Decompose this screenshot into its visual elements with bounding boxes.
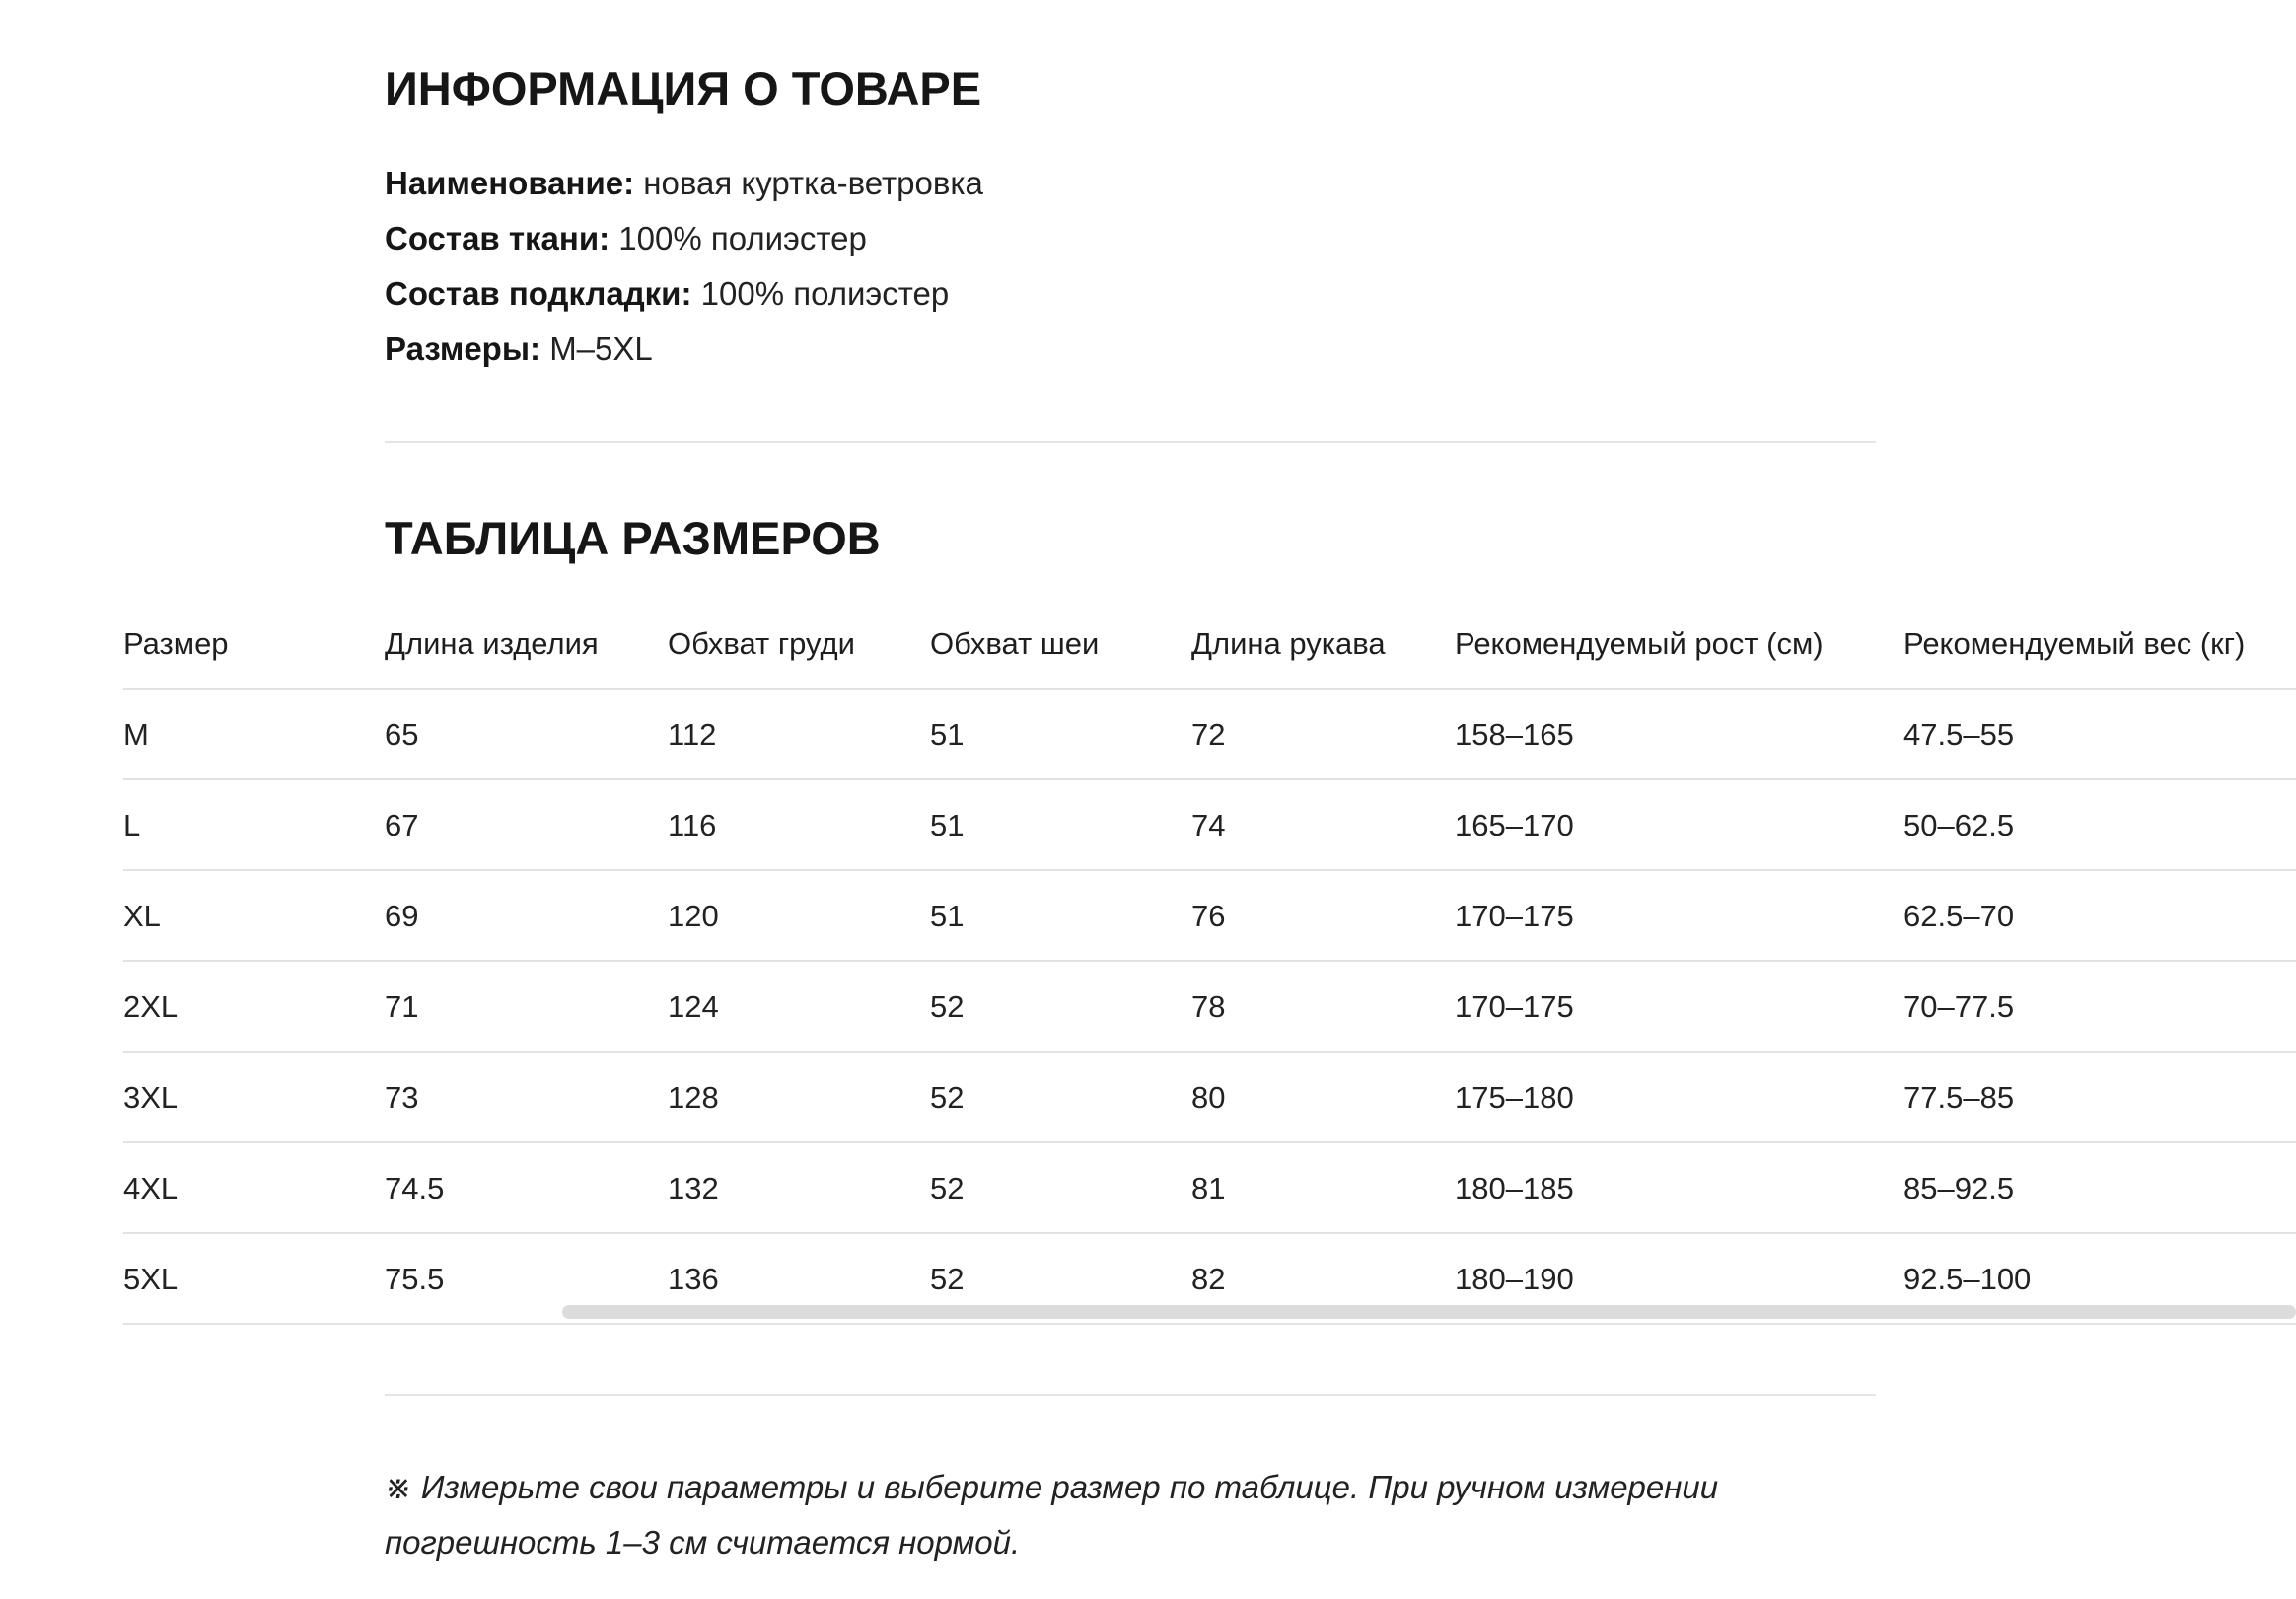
table-cell: 170–175 — [1455, 989, 1574, 1024]
table-cell: 2XL — [123, 989, 179, 1024]
table-header-row — [123, 599, 2296, 690]
table-cell: 4XL — [123, 1171, 179, 1205]
table-cell: 175–180 — [1455, 1080, 1574, 1115]
info-item-lining-label: Состав подкладки: — [385, 275, 692, 312]
table-cell: 51 — [930, 899, 965, 933]
table-cell: 5XL — [123, 1262, 179, 1296]
table-cell: 78 — [1191, 989, 1226, 1024]
table-cell: 132 — [668, 1171, 719, 1205]
table-row — [123, 690, 2296, 780]
size-table — [123, 599, 2296, 1335]
table-cell: 3XL — [123, 1080, 179, 1115]
table-cell: XL — [123, 899, 161, 933]
column-header: Обхват груди — [668, 626, 855, 661]
product-info-title: ИНФОРМАЦИЯ О ТОВАРЕ — [385, 62, 982, 114]
table-cell: 128 — [668, 1080, 719, 1115]
info-item-fabric-label: Состав ткани: — [385, 220, 610, 256]
table-cell: 81 — [1191, 1171, 1226, 1205]
section-divider — [385, 1394, 1876, 1396]
table-cell: 52 — [930, 989, 965, 1024]
table-cell: 69 — [385, 899, 419, 933]
info-item-name-label: Наименование: — [385, 165, 635, 201]
info-item-fabric — [385, 220, 867, 257]
table-cell: 124 — [668, 989, 719, 1024]
column-header: Размер — [123, 626, 229, 661]
table-cell: M — [123, 717, 149, 752]
table-cell: 74.5 — [385, 1171, 445, 1205]
table-cell: 72 — [1191, 717, 1226, 752]
info-item-name-value: новая куртка-ветровка — [643, 165, 983, 201]
table-row — [123, 780, 2296, 871]
table-cell: 67 — [385, 808, 419, 842]
info-item-lining-value: 100% полиэстер — [700, 275, 950, 312]
table-cell: 165–170 — [1455, 808, 1574, 842]
table-cell: 51 — [930, 808, 965, 842]
table-row — [123, 1053, 2296, 1143]
column-header: Длина рукава — [1191, 626, 1386, 661]
info-item-sizes — [385, 330, 653, 368]
table-cell: 71 — [385, 989, 419, 1024]
info-item-fabric-value: 100% полиэстер — [618, 220, 867, 256]
measurement-note: ※ Измерьте свои параметры и выберите размер по таблице. При ручном измерении погрешность 1–3 см считается нормой. — [385, 1469, 1719, 1561]
table-cell: L — [123, 808, 141, 842]
table-cell: 74 — [1191, 808, 1226, 842]
table-cell: 92.5–100 — [1903, 1262, 2032, 1296]
info-item-sizes-label: Размеры: — [385, 330, 541, 367]
table-cell: 62.5–70 — [1903, 899, 2015, 933]
table-cell: 77.5–85 — [1903, 1080, 2015, 1115]
table-cell: 51 — [930, 717, 965, 752]
table-cell: 82 — [1191, 1262, 1226, 1296]
table-cell: 70–77.5 — [1903, 989, 2015, 1024]
info-item-sizes-value: M–5XL — [549, 330, 653, 367]
table-cell: 80 — [1191, 1080, 1226, 1115]
table-cell: 85–92.5 — [1903, 1171, 2015, 1205]
table-cell: 73 — [385, 1080, 419, 1115]
info-item-lining — [385, 275, 949, 313]
table-cell: 75.5 — [385, 1262, 445, 1296]
column-header: Обхват шеи — [930, 626, 1100, 661]
info-item-name — [385, 165, 983, 202]
table-cell: 52 — [930, 1080, 965, 1115]
table-cell: 52 — [930, 1262, 965, 1296]
table-cell: 170–175 — [1455, 899, 1574, 933]
table-cell: 76 — [1191, 899, 1226, 933]
table-horizontal-scrollbar[interactable] — [562, 1305, 2296, 1319]
table-cell: 158–165 — [1455, 717, 1574, 752]
table-row — [123, 1143, 2296, 1234]
table-cell: 180–190 — [1455, 1262, 1574, 1296]
size-table-title: ТАБЛИЦА РАЗМЕРОВ — [385, 512, 881, 564]
column-header: Рекомендуемый вес (кг) — [1903, 626, 2246, 661]
table-cell: 120 — [668, 899, 719, 933]
column-header: Длина изделия — [385, 626, 599, 661]
table-row — [123, 962, 2296, 1053]
table-cell: 116 — [668, 808, 717, 842]
table-cell: 180–185 — [1455, 1171, 1574, 1205]
column-header: Рекомендуемый рост (см) — [1455, 626, 1824, 661]
table-cell: 50–62.5 — [1903, 808, 2015, 842]
table-cell: 47.5–55 — [1903, 717, 2015, 752]
table-cell: 112 — [668, 717, 717, 752]
table-row — [123, 871, 2296, 962]
section-divider — [385, 441, 1876, 443]
table-cell: 52 — [930, 1171, 965, 1205]
table-cell: 136 — [668, 1262, 719, 1296]
table-cell: 65 — [385, 717, 419, 752]
